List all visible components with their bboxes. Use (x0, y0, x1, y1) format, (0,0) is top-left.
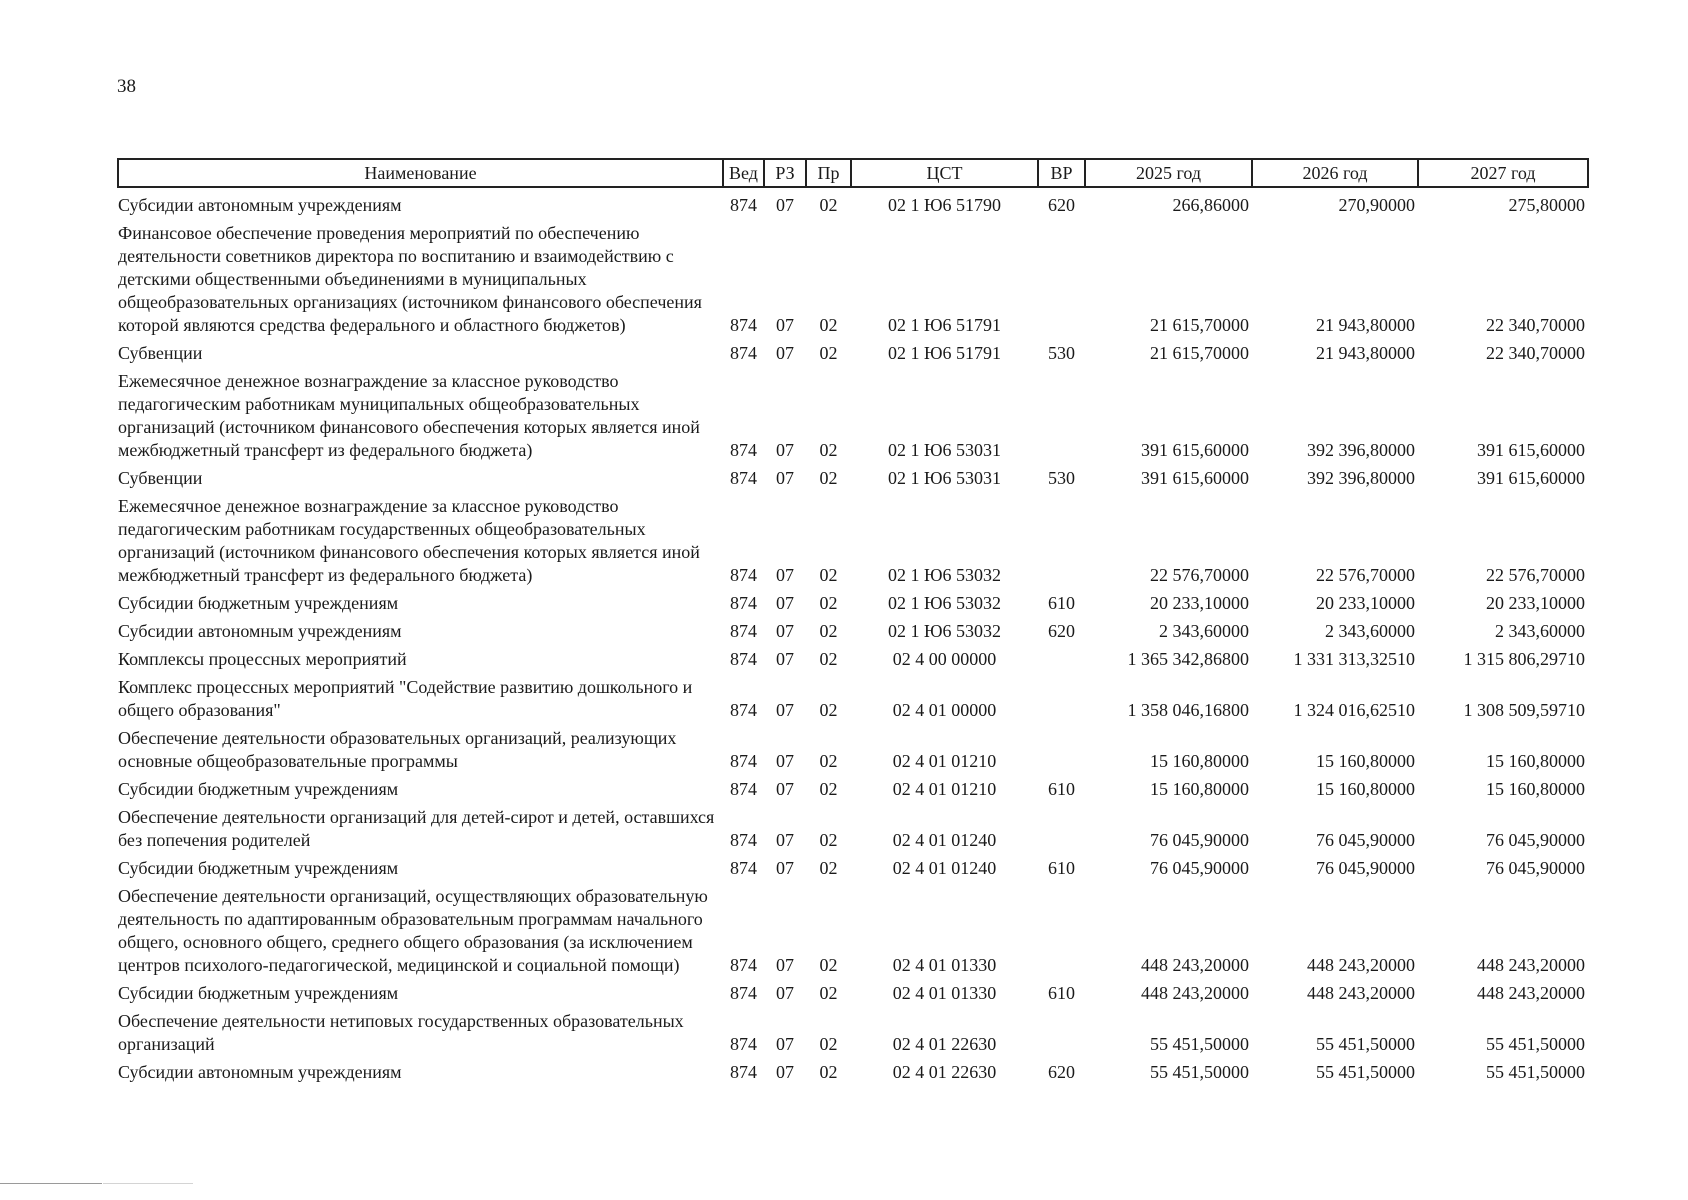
cell-vr: 610 (1048, 593, 1075, 613)
header-cst: ЦСТ (851, 159, 1038, 187)
cell-2027: 55 451,50000 (1486, 1062, 1585, 1082)
cell-ved: 874 (730, 830, 757, 850)
cell-vr: 610 (1048, 858, 1075, 878)
cell-rz: 07 (776, 983, 794, 1003)
cell-ved: 874 (730, 343, 757, 363)
cell-2027: 448 243,20000 (1477, 983, 1585, 1003)
cell-pr: 02 (819, 751, 838, 771)
cell-pr: 02 (819, 565, 838, 585)
scan-artifact-line (103, 1183, 193, 1184)
cell-name: Обеспечение деятельности организаций для детей-сирот и детей, оставшихся без попечения родителей (118, 807, 715, 850)
cell-2025: 21 615,70000 (1150, 343, 1249, 363)
cell-2025: 20 233,10000 (1150, 593, 1249, 613)
cell-rz: 07 (776, 1062, 794, 1082)
cell-vr (1038, 646, 1085, 674)
cell-name: Финансовое обеспечение проведения мероприятий по обеспечению деятельности советников директора по воспитанию и взаимодействию с детскими общественными объединениями в муниципальных общеобразовательных организациях (источником финансового обеспечения которой являются средства федерального и областного бюджетов) (118, 223, 702, 335)
cell-rz: 07 (776, 343, 794, 363)
cell-2026: 270,90000 (1338, 195, 1415, 215)
cell-vr: 610 (1048, 983, 1075, 1003)
cell-vr: 620 (1048, 1062, 1075, 1082)
cell-pr: 02 (819, 593, 838, 613)
cell-2027: 275,80000 (1508, 195, 1585, 215)
cell-2027: 76 045,90000 (1486, 858, 1585, 878)
cell-vr (1038, 804, 1085, 855)
cell-2027: 15 160,80000 (1486, 751, 1585, 771)
cell-cst: 02 1 Ю6 51791 (887, 315, 1001, 335)
cell-rz: 07 (776, 468, 794, 488)
table-row (118, 1059, 1588, 1087)
cell-2025: 1 358 046,16800 (1127, 700, 1249, 720)
cell-2027: 391 615,60000 (1477, 468, 1585, 488)
cell-name: Обеспечение деятельности нетиповых государственных образовательных организаций (118, 1011, 684, 1054)
cell-2025: 391 615,60000 (1141, 440, 1249, 460)
cell-rz: 07 (776, 649, 794, 669)
cell-pr: 02 (819, 315, 838, 335)
cell-pr: 02 (819, 1034, 838, 1054)
cell-name: Субвенции (118, 468, 203, 488)
cell-cst: 02 4 01 22630 (892, 1062, 997, 1082)
table-row (118, 980, 1588, 1008)
cell-2026: 15 160,80000 (1316, 779, 1415, 799)
cell-vr (1038, 493, 1085, 590)
table-row (118, 368, 1588, 465)
cell-cst: 02 1 Ю6 53032 (887, 593, 1001, 613)
cell-vr: 620 (1048, 621, 1075, 641)
cell-2026: 55 451,50000 (1316, 1062, 1415, 1082)
cell-cst: 02 4 01 01240 (892, 858, 997, 878)
cell-name: Обеспечение деятельности организаций, осуществляющих образовательную деятельность по адаптированным образовательным программам начального общего, основного общего, среднего общего образования (за исключением центров психолого-педагогической, медицинской и социальной помощи) (118, 886, 708, 975)
table-row (118, 776, 1588, 804)
cell-pr: 02 (819, 955, 838, 975)
cell-2025: 21 615,70000 (1150, 315, 1249, 335)
cell-cst: 02 4 01 00000 (892, 700, 997, 720)
cell-ved: 874 (730, 858, 757, 878)
cell-ved: 874 (730, 700, 757, 720)
cell-2026: 392 396,80000 (1307, 440, 1415, 460)
cell-2027: 22 340,70000 (1486, 343, 1585, 363)
cell-cst: 02 1 Ю6 51791 (887, 343, 1001, 363)
cell-name: Субсидии бюджетным учреждениям (118, 779, 399, 799)
cell-ved: 874 (730, 468, 757, 488)
cell-2025: 55 451,50000 (1150, 1062, 1249, 1082)
cell-2027: 2 343,60000 (1495, 621, 1585, 641)
cell-name: Субсидии автономным учреждениям (118, 621, 402, 641)
cell-2026: 15 160,80000 (1316, 751, 1415, 771)
cell-2026: 448 243,20000 (1307, 955, 1415, 975)
cell-2025: 55 451,50000 (1150, 1034, 1249, 1054)
cell-2026: 22 576,70000 (1316, 565, 1415, 585)
cell-ved: 874 (730, 779, 757, 799)
cell-2025: 15 160,80000 (1150, 751, 1249, 771)
table-row (118, 646, 1588, 674)
cell-rz: 07 (776, 315, 794, 335)
cell-ved: 874 (730, 1062, 757, 1082)
cell-rz: 07 (776, 700, 794, 720)
cell-2025: 22 576,70000 (1150, 565, 1249, 585)
cell-2026: 2 343,60000 (1325, 621, 1415, 641)
cell-rz: 07 (776, 621, 794, 641)
cell-vr: 620 (1048, 195, 1075, 215)
table-header (118, 159, 1588, 187)
cell-rz: 07 (776, 779, 794, 799)
cell-ved: 874 (730, 621, 757, 641)
cell-2025: 1 365 342,86800 (1127, 649, 1249, 669)
cell-ved: 874 (730, 983, 757, 1003)
table-row (118, 465, 1588, 493)
cell-2026: 76 045,90000 (1316, 858, 1415, 878)
cell-2025: 448 243,20000 (1141, 983, 1249, 1003)
cell-pr: 02 (819, 779, 838, 799)
cell-2026: 20 233,10000 (1316, 593, 1415, 613)
cell-2026: 1 331 313,32510 (1293, 649, 1415, 669)
cell-2027: 20 233,10000 (1486, 593, 1585, 613)
cell-rz: 07 (776, 195, 794, 215)
cell-cst: 02 4 01 01210 (892, 779, 997, 799)
cell-name: Субвенции (118, 343, 203, 363)
cell-pr: 02 (819, 649, 838, 669)
cell-ved: 874 (730, 315, 757, 335)
table-row (118, 725, 1588, 776)
table-row (118, 493, 1588, 590)
cell-vr (1038, 674, 1085, 725)
cell-2025: 448 243,20000 (1141, 955, 1249, 975)
cell-2027: 15 160,80000 (1486, 779, 1585, 799)
cell-ved: 874 (730, 751, 757, 771)
cell-vr: 530 (1048, 343, 1075, 363)
cell-ved: 874 (730, 649, 757, 669)
cell-rz: 07 (776, 830, 794, 850)
cell-rz: 07 (776, 440, 794, 460)
cell-ved: 874 (730, 1034, 757, 1054)
cell-name: Обеспечение деятельности образовательных организаций, реализующих основные общеобразовательные программы (118, 728, 677, 771)
cell-ved: 874 (730, 565, 757, 585)
cell-pr: 02 (819, 343, 838, 363)
cell-2026: 21 943,80000 (1316, 315, 1415, 335)
cell-cst: 02 1 Ю6 53031 (887, 468, 1001, 488)
cell-rz: 07 (776, 858, 794, 878)
cell-name: Субсидии бюджетным учреждениям (118, 858, 399, 878)
cell-cst: 02 4 01 01210 (892, 751, 997, 771)
table-row (118, 1008, 1588, 1059)
cell-name: Комплексы процессных мероприятий (118, 649, 407, 669)
cell-cst: 02 1 Ю6 51790 (887, 195, 1001, 215)
cell-cst: 02 1 Ю6 53032 (887, 565, 1001, 585)
cell-name: Субсидии автономным учреждениям (118, 1062, 402, 1082)
cell-ved: 874 (730, 593, 757, 613)
cell-2027: 1 315 806,29710 (1463, 649, 1585, 669)
header-name: Наименование (118, 159, 723, 187)
cell-rz: 07 (776, 565, 794, 585)
cell-ved: 874 (730, 195, 757, 215)
cell-2026: 1 324 016,62510 (1293, 700, 1415, 720)
table-row (118, 220, 1588, 340)
header-pr: Пр (806, 159, 851, 187)
cell-pr: 02 (819, 830, 838, 850)
header-rz: РЗ (764, 159, 806, 187)
cell-vr: 530 (1048, 468, 1075, 488)
cell-rz: 07 (776, 955, 794, 975)
cell-2026: 448 243,20000 (1307, 983, 1415, 1003)
cell-rz: 07 (776, 751, 794, 771)
cell-2026: 55 451,50000 (1316, 1034, 1415, 1054)
cell-2026: 21 943,80000 (1316, 343, 1415, 363)
cell-2025: 76 045,90000 (1150, 830, 1249, 850)
header-2026: 2026 год (1252, 159, 1418, 187)
table-row (118, 590, 1588, 618)
cell-pr: 02 (819, 468, 838, 488)
cell-vr (1038, 368, 1085, 465)
cell-pr: 02 (819, 621, 838, 641)
table-row (118, 340, 1588, 368)
cell-name: Субсидии автономным учреждениям (118, 195, 402, 215)
table-row (118, 855, 1588, 883)
cell-pr: 02 (819, 983, 838, 1003)
cell-name: Субсидии бюджетным учреждениям (118, 593, 399, 613)
table-row (118, 804, 1588, 855)
cell-pr: 02 (819, 195, 838, 215)
budget-table (117, 158, 1589, 1087)
cell-cst: 02 4 01 01330 (892, 955, 997, 975)
cell-2025: 15 160,80000 (1150, 779, 1249, 799)
header-ved: Вед (723, 159, 764, 187)
cell-cst: 02 4 01 01330 (892, 983, 997, 1003)
cell-pr: 02 (819, 858, 838, 878)
cell-pr: 02 (819, 700, 838, 720)
cell-vr (1038, 1008, 1085, 1059)
cell-2027: 55 451,50000 (1486, 1034, 1585, 1054)
cell-cst: 02 4 01 22630 (892, 1034, 997, 1054)
cell-vr (1038, 725, 1085, 776)
page-number: 38 (117, 76, 136, 97)
cell-ved: 874 (730, 955, 757, 975)
cell-2025: 266,86000 (1172, 195, 1249, 215)
cell-2027: 76 045,90000 (1486, 830, 1585, 850)
cell-vr (1038, 220, 1085, 340)
table-row (118, 674, 1588, 725)
cell-pr: 02 (819, 1062, 838, 1082)
cell-2027: 1 308 509,59710 (1463, 700, 1585, 720)
cell-rz: 07 (776, 593, 794, 613)
table-row (118, 187, 1588, 220)
cell-2026: 392 396,80000 (1307, 468, 1415, 488)
cell-ved: 874 (730, 440, 757, 460)
cell-cst: 02 4 01 01240 (892, 830, 997, 850)
header-2025: 2025 год (1085, 159, 1252, 187)
cell-name: Субсидии бюджетным учреждениям (118, 983, 399, 1003)
cell-cst: 02 1 Ю6 53032 (887, 621, 1001, 641)
cell-2025: 2 343,60000 (1159, 621, 1249, 641)
cell-2027: 391 615,60000 (1477, 440, 1585, 460)
cell-name: Ежемесячное денежное вознаграждение за классное руководство педагогическим работникам государственных общеобразовательных организаций (источником финансового обеспечения которых является иной межбюджетный трансферт из федерального бюджета) (118, 496, 700, 585)
cell-name: Ежемесячное денежное вознаграждение за классное руководство педагогическим работникам муниципальных общеобразовательных организаций (источником финансового обеспечения которых является иной межбюджетный трансферт из федерального бюджета) (118, 371, 700, 460)
cell-name: Комплекс процессных мероприятий "Содействие развитию дошкольного и общего образования" (118, 677, 693, 720)
table-row (118, 618, 1588, 646)
cell-2025: 76 045,90000 (1150, 858, 1249, 878)
table-body (118, 187, 1588, 1087)
header-2027: 2027 год (1418, 159, 1588, 187)
cell-vr (1038, 883, 1085, 980)
cell-cst: 02 4 00 00000 (892, 649, 997, 669)
header-vr: ВР (1038, 159, 1085, 187)
cell-2027: 22 576,70000 (1486, 565, 1585, 585)
cell-2026: 76 045,90000 (1316, 830, 1415, 850)
cell-2025: 391 615,60000 (1141, 468, 1249, 488)
table-row (118, 883, 1588, 980)
scan-artifact-line (0, 1183, 102, 1184)
cell-cst: 02 1 Ю6 53031 (887, 440, 1001, 460)
cell-2027: 448 243,20000 (1477, 955, 1585, 975)
cell-pr: 02 (819, 440, 838, 460)
cell-rz: 07 (776, 1034, 794, 1054)
cell-vr: 610 (1048, 779, 1075, 799)
cell-2027: 22 340,70000 (1486, 315, 1585, 335)
